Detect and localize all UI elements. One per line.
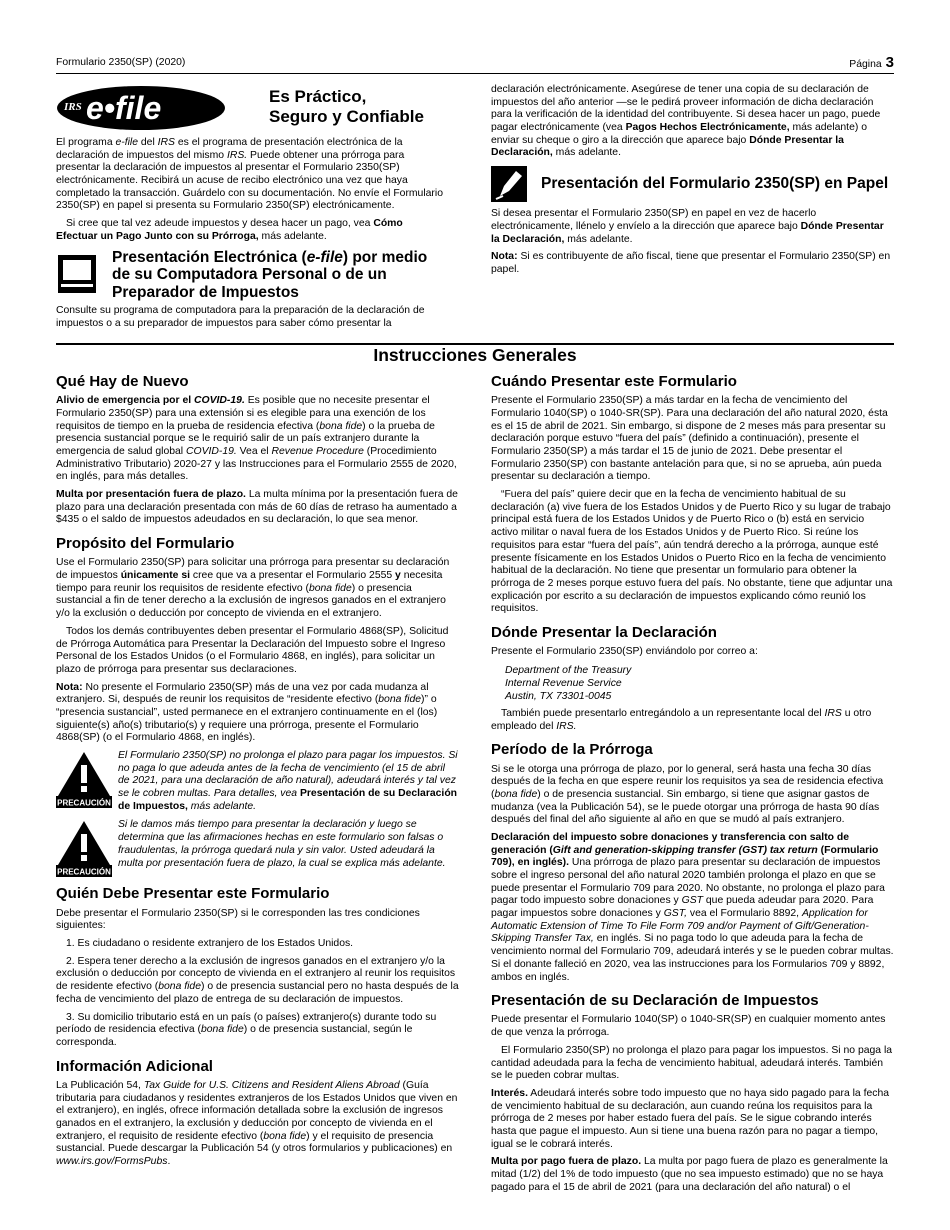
- paper-section-header: [491, 166, 894, 202]
- paper-note: Nota: Si es contribuyente de año fiscal, tiene que presentar el Formulario 2350(SP) en papel.: [491, 251, 891, 275]
- whats-new-para2: Multa por presentación fuera de plazo. La multa mínima por la presentación fuera de plazo para una declaración presentada con más de 60 días de retraso ha aumentado a $435 o el saldo de impuestos adeudados en su declaración, lo que sea menor.: [56, 489, 458, 526]
- purpose-para2: Todos los demás contribuyentes deben presentar el Formulario 4868(SP), Solicitud de Prórroga Automática para Presentar la Declaración del Impuesto sobre el Ingreso Personal de los Estados Unidos (o el Formulario 4868, en inglés), para solicitar un plazo de prórroga para presentar sus declaraciones.: [56, 625, 449, 675]
- who-item-2: 2. Espera tener derecho a la exclusión de ingresos ganados en el extranjero y/o la exclusión o deducción por concepto de vivienda en el extranjero al reunir los requisitos de residente efectivo (bona fide) o de presencia sustancial pero no hasta después de la fecha de vencimiento del plazo de entrega de su declaración de impuestos.: [56, 955, 459, 1005]
- page: [56, 0, 894, 1230]
- right-top-para: declaración electrónicamente. Asegúrese de tener una copia de su declaración de impuestos del año anterior —se le pedirá proveer información de dicha declaración para la verificación de la identidad del contribuyente. Si desea hacer un pago, puede pagar electrónicamente (vea Pagos Hechos Electrónicamente, más adelante) o enviar su cheque o giro a la dirección que aparece bajo Dónde Presentar la Declaración, más adelante.: [491, 84, 881, 159]
- caution-label: PRECAUCIÓN: [57, 867, 111, 877]
- page-header: [56, 54, 894, 73]
- caution-1: [56, 750, 459, 813]
- paper-title: Presentación del Formulario 2350(SP) en Papel: [541, 175, 889, 193]
- pen-icon: [491, 166, 527, 202]
- when-para2: “Fuera del país” quiere decir que en la fecha de vencimiento habitual de su declaración (a) vive fuera de los Estados Unidos y de Puerto Rico y su lugar de trabajo principal está fuera de los Estados Unidos y de Puerto Rico o (b) está en servicio activo militar o naval fuera de los Estados Unidos y de Puerto Rico. Si reúne los requisitos para estar “fuera del país”, aún tendrá derecho a la prórroga, aunque esté presente físicamente en los Estados Unidos o Puerto Rico en la fecha de vencimiento habitual de la declaración. No tiene que presentar un formulario para obtener la prórroga de 2 meses porque estuvo fuera del país. No obstante, tiene que adjuntar una explicación por escrito a su declaración de impuestos explicando cómo reunió los requisitos.: [491, 489, 893, 615]
- caution-icon: [56, 819, 112, 877]
- logo-irs-text: IRS: [64, 101, 82, 113]
- whats-new-para1: Alivio de emergencia por el COVID-19. Es posible que no necesite presentar el Formulario 2350(SP) para una extensión si es elegible para una exención de los requisitos de tiempo en la prueba de residencia efectiva (bona fide) o la prueba de presencia sustancial porque se le requirió salir de un país extranjero durante la emergencia de salud global COVID-19. Vea el Revenue Procedure (Procedimiento Administrativo Tributario) 2020-27 y las Instrucciones para el Formulario 2555 de 2020, en inglés, para más detalles.: [56, 395, 457, 483]
- address-line-3: Austin, TX 73301-0045: [505, 690, 612, 702]
- header-rule: [56, 73, 894, 74]
- filing-para3: Interés. Adeudará interés sobre todo impuesto que no haya sido pagado para la fecha de vencimiento habitual de su declaración, aun cuando reúna los requisitos para la prórroga de 2 meses por haber estado fuera del país. Se le sigue cobrando interés hasta que pague el impuesto. Aun si tiene una buena razón para no pagar a tiempo, igual se le cobrará interés.: [491, 1087, 890, 1150]
- period-para2: Declaración del impuesto sobre donaciones y transferencia con salto de generación (Gift and generation-skipping transfer (GST) tax return (Formulario 709), en inglés). Una prórroga de plazo para presentar su declaración de impuestos sobre el ingreso personal del año natural 2020 también prolonga el plazo en que se puede presentar el Formulario 709 para 2020. No obstante, no prolonga el plazo para pagar todo impuesto sobre donaciones y GST que pueda adeudar para 2020. Para pagar impuestos sobre donaciones y GST, vea el Formulario 8892, Application for Automatic Extension of Time To File Form 709 and/or Payment of Gift/Generation-Skipping Transfer Tax, en inglés. Si no paga todo lo que adeuda para la fecha de vencimiento normal del Formulario 709, adeudará interés y se le pueden cobrar multas. Si el donante falleció en 2020, vea las instrucciones para los Formularios 709 y 8892, ambos en inglés.: [491, 831, 894, 983]
- efile-title: [269, 87, 424, 126]
- page-number-label: [849, 54, 894, 72]
- left-main-column: [56, 373, 459, 1174]
- filing-title: Presentación de su Declaración de Impuestos: [491, 992, 819, 1010]
- caution-1-text: El Formulario 2350(SP) no prolonga el plazo para pagar los impuestos. Si no paga lo que adeuda antes de la fecha de vencimiento (el 15 de abril de 2021, para una declaración de año natural), adeudará interés y tal vez se le cobren multas. Para detalles, vea Presentación de su Declaración de Impuestos, más adelante.: [118, 750, 458, 812]
- caution-2: [56, 819, 459, 877]
- who-title: Quién Debe Presentar este Formulario: [56, 885, 330, 903]
- caution-2-text: Si le damos más tiempo para presentar la declaración y luego se determina que las afirmaciones hechas en este formulario son falsas o fraudulentas, la prórroga quedará nula y sin valor. Usted adeudará la multa por presentación fuera de plazo, la cual se explica más adelante.: [118, 819, 446, 869]
- purpose-note: Nota: No presente el Formulario 2350(SP) más de una vez por cada mudanza al extranjero. Si, después de reunir los requisitos de “residente efectivo (bona fide)” o “presencia sustancial”, usted permanece en el extranjero continuamente en el (los) siguiente(s) año(s) tributario(s) y requiere una prórroga, presente el Formulario 4868(SP) (o el Formulario 4868, en inglés).: [56, 681, 438, 744]
- when-para1: Presente el Formulario 2350(SP) a más tardar en la fecha de vencimiento del Formulario 1040(SP) o 1040-SR(SP). Para una declaración del año natural 2020, ésta es el 15 de abril de 2021. Sin embargo, si dispone de 2 meses más para presentar su declaración porque estuvo “fuera del país” (definido a continuación), presente el Formulario 2350(SP) a más tardar el 15 de junio de 2021. Debe presentar el Formulario 2350(SP) con bastante antelación para que, si no se aprueba, aún pueda presentar su declaración a tiempo.: [491, 395, 888, 483]
- where-intro: Presente el Formulario 2350(SP) enviándolo por correo a:: [491, 646, 758, 658]
- where-title: Dónde Presentar la Declaración: [491, 623, 717, 641]
- caution-label: PRECAUCIÓN: [57, 798, 111, 808]
- who-item-1: 1. Es ciudadano o residente extranjero de los Estados Unidos.: [66, 938, 354, 950]
- efile-title-line2: Seguro y Confiable: [269, 106, 424, 126]
- right-main-column: [491, 373, 894, 1199]
- electronic-section-header: [56, 249, 446, 302]
- whats-new-title: Qué Hay de Nuevo: [56, 373, 189, 390]
- electronic-para: Consulte su programa de computadora para la preparación de la declaración de impuestos o a su preparador de impuestos para saber cómo presentar la: [56, 304, 425, 329]
- filing-para2: El Formulario 2350(SP) no prolonga el plazo para pagar los impuestos. Si no paga la cantidad adeudada para la fecha de vencimiento habitual, adeudará interés. También se le pueden cobrar multas.: [491, 1044, 893, 1082]
- additional-para: La Publicación 54, Tax Guide for U.S. Citizens and Resident Aliens Abroad (Guía tributaria para ciudadanos y residentes extranjeros de los Estados Unidos que viven en el extranjero), en inglés, ofrece información detallada sobre la exclusión de ingresos ganados en el extranjero, la exclusión y deducción por concepto de vivienda en el extranjero, el requisito de residente efectivo (bona fide) y el requisito de presencia sustancial. Puede descargar la Publicación 54 (y otros formularios y publicaciones) en www.irs.gov/FormsPubs.: [56, 1079, 458, 1167]
- computer-icon: [56, 253, 98, 295]
- when-title: Cuándo Presentar este Formulario: [491, 373, 737, 390]
- filing-para4: Multa por pago fuera de plazo. La multa por pago fuera de plazo es generalmente la mitad (1/2) del 1% de todo impuesto (que no sea impuesto estimado) que no se haya pagado para el 15 de abril de 2021 (para una declaración del año natural) o el: [491, 1156, 888, 1193]
- logo-efile-text: e•file: [86, 90, 162, 126]
- filing-para1: Puede presentar el Formulario 1040(SP) o 1040-SR(SP) en cualquier momento antes de que venza la prórroga.: [491, 1014, 886, 1039]
- period-para1: Si se le otorga una prórroga de plazo, por lo general, será hasta una fecha 30 días después de la fecha en que espere reunir los requisitos ya sea de residencia efectiva (bona fide) o de presencia sustancial. Sin embargo, si tiene que asignar gastos de mudanza (vea la Publicación 54), se le puede otorgar una prórroga de hasta 90 días después del final del año siguiente al año en que se mudó al país extranjero.: [491, 763, 884, 826]
- caution-icon: [56, 750, 112, 808]
- purpose-title: Propósito del Formulario: [56, 535, 235, 553]
- page-word: Página: [849, 59, 882, 70]
- period-title: Período de la Prórroga: [491, 741, 653, 759]
- efile-para1: El programa e-file del IRS es el programa de presentación electrónica de la declaración de impuestos del mismo IRS. Puede obtener una prórroga para presentar la declaración de impuestos al presentar el Formulario 2350(SP) electrónicamente. Recibirá un acuse de recibo electrónico una vez que haya completado la transacción. Guárdelo con su documentación. No envíe el Formulario 2350(SP) en papel si presenta su Formulario 2350(SP) electrónicamente.: [56, 137, 443, 212]
- electronic-title: Presentación Electrónica (e-file) por medio de su Computadora Personal o de un Preparador de Impuestos: [112, 248, 428, 302]
- efile-header: [56, 85, 446, 131]
- mailing-address: [505, 664, 894, 703]
- efile-para2: Si cree que tal vez adeude impuestos y desea hacer un pago, vea Cómo Efectuar un Pago Junto con su Prórroga, más adelante.: [56, 218, 403, 242]
- address-line-1: Department of the Treasury: [505, 664, 632, 676]
- irs-efile-logo: [56, 85, 226, 131]
- purpose-para1: Use el Formulario 2350(SP) para solicitar una prórroga para presentar su declaración de impuestos únicamente si cree que va a presentar el Formulario 2555 y necesita tiempo para reunir los requisitos de residente efectivo (bona fide) o presencia sustancial a fin de tener derecho a la exclusión de ingresos ganados en el extranjero y/o la exclusión o deducción por concepto de vivienda en el extranjero.: [56, 557, 450, 620]
- paper-para: Si desea presentar el Formulario 2350(SP) en papel en vez de hacerlo electrónicamente, llénelo y envíelo a la dirección que aparece bajo Dónde Presentar la Declaración, más adelante.: [491, 208, 884, 245]
- left-top-column: [56, 85, 446, 335]
- additional-title: Información Adicional: [56, 1057, 213, 1075]
- who-item-3: 3. Su domicilio tributario está en un país (o países) extranjero(s) durante todo su período de residencia efectiva (bona fide) o de presencia sustancial, según le corresponda.: [56, 1011, 437, 1048]
- right-top-column: [491, 84, 894, 282]
- efile-title-line1: Es Práctico,: [269, 87, 367, 106]
- who-list: [56, 938, 459, 1050]
- page-number: 3: [885, 54, 894, 71]
- who-intro: Debe presentar el Formulario 2350(SP) si le corresponden las tres condiciones siguientes:: [56, 907, 420, 932]
- form-label: Formulario 2350(SP) (2020): [56, 57, 186, 68]
- address-line-2: Internal Revenue Service: [505, 677, 622, 689]
- general-instructions-title: Instrucciones Generales: [373, 345, 577, 365]
- where-para2: También puede presentarlo entregándolo a un representante local del IRS u otro empleado del IRS.: [491, 707, 872, 732]
